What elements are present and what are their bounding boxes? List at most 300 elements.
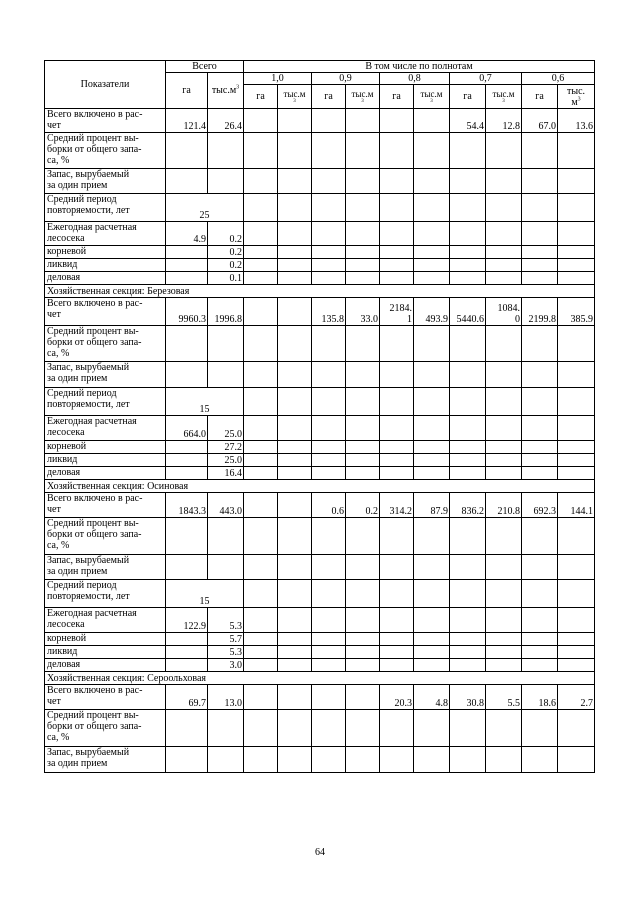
row-label: ликвид (45, 454, 166, 467)
row-label: Всего включено в рас- чет (45, 685, 166, 710)
data-cell (166, 133, 208, 169)
data-cell: 87.9 (414, 493, 450, 518)
data-cell (346, 222, 380, 246)
forest-calculation-table (44, 60, 595, 773)
data-cell: 664.0 (166, 416, 208, 441)
header-volume: тыс.м 3 (278, 85, 312, 109)
table-body (45, 109, 595, 773)
row-label: Средний период повторяемости, лет (45, 580, 166, 608)
data-cell: 20.3 (380, 685, 414, 710)
table-row (45, 454, 595, 467)
row-label: ликвид (45, 259, 166, 272)
data-cell (380, 109, 414, 133)
row-label: Ежегодная расчетная лесосека (45, 222, 166, 246)
data-cell (312, 659, 346, 672)
data-cell (208, 710, 244, 747)
data-cell (450, 133, 486, 169)
data-cell (278, 685, 312, 710)
empty-cell (486, 580, 522, 608)
data-cell (312, 646, 346, 659)
data-cell (244, 493, 278, 518)
data-cell: 27.2 (208, 441, 244, 454)
data-cell (312, 518, 346, 555)
data-cell (278, 518, 312, 555)
data-cell (346, 441, 380, 454)
empty-cell (558, 580, 595, 608)
data-cell: 3.0 (208, 659, 244, 672)
row-label: корневой (45, 441, 166, 454)
table-row (45, 169, 595, 194)
data-cell (312, 467, 346, 480)
data-cell (244, 326, 278, 362)
data-cell: 18.6 (522, 685, 558, 710)
table-row (45, 518, 595, 555)
data-cell: 4.9 (166, 222, 208, 246)
data-cell (244, 133, 278, 169)
data-cell (450, 747, 486, 773)
row-label: Средний процент вы- борки от общего запа- са, % (45, 710, 166, 747)
empty-cell (346, 388, 380, 416)
data-cell: 0.2 (208, 222, 244, 246)
table-row (45, 362, 595, 388)
data-cell: 33.0 (346, 298, 380, 326)
row-label: Средний процент вы- борки от общего запа- са, % (45, 326, 166, 362)
table-row (45, 298, 595, 326)
empty-cell (312, 580, 346, 608)
data-cell (414, 222, 450, 246)
data-cell (278, 272, 312, 285)
data-cell: 1996.8 (208, 298, 244, 326)
data-cell: 1843.3 (166, 493, 208, 518)
data-cell (312, 259, 346, 272)
data-cell (278, 710, 312, 747)
data-cell (522, 326, 558, 362)
data-cell (558, 646, 595, 659)
data-cell (414, 441, 450, 454)
row-label: деловая (45, 467, 166, 480)
data-cell (486, 467, 522, 480)
data-cell (414, 259, 450, 272)
data-cell: 443.0 (208, 493, 244, 518)
data-cell: 4.8 (414, 685, 450, 710)
data-cell (414, 659, 450, 672)
data-cell (522, 747, 558, 773)
data-cell (414, 272, 450, 285)
data-cell (346, 454, 380, 467)
header-density-0-9: 0,9 (312, 73, 380, 85)
data-cell (486, 169, 522, 194)
data-cell (346, 362, 380, 388)
data-cell (558, 169, 595, 194)
data-cell (312, 747, 346, 773)
data-cell (380, 608, 414, 633)
empty-cell (312, 194, 346, 222)
header-total-volume: $тыс.м^3$ (208, 73, 244, 109)
data-cell (522, 633, 558, 646)
data-cell (278, 646, 312, 659)
data-cell (312, 109, 346, 133)
header-ha: га (522, 85, 558, 109)
data-cell (312, 710, 346, 747)
data-cell: 5440.6 (450, 298, 486, 326)
data-cell (278, 555, 312, 580)
data-cell (312, 362, 346, 388)
data-cell (166, 454, 208, 467)
data-cell (278, 169, 312, 194)
data-cell (244, 441, 278, 454)
data-cell (558, 362, 595, 388)
data-cell (414, 518, 450, 555)
data-cell (558, 222, 595, 246)
data-cell (278, 467, 312, 480)
data-cell (522, 555, 558, 580)
empty-cell (414, 194, 450, 222)
data-cell (486, 416, 522, 441)
empty-cell (278, 388, 312, 416)
data-cell: 0.2 (208, 259, 244, 272)
table-row (45, 633, 595, 646)
data-cell (522, 518, 558, 555)
row-label: ликвид (45, 646, 166, 659)
data-cell (558, 326, 595, 362)
data-cell (414, 646, 450, 659)
table-row (45, 133, 595, 169)
data-cell (244, 659, 278, 672)
header-volume: тыс.м 3 (486, 85, 522, 109)
data-cell (244, 454, 278, 467)
header-ha: га (244, 85, 278, 109)
data-cell (414, 133, 450, 169)
merged-value: 15 (166, 580, 244, 608)
data-cell: 30.8 (450, 685, 486, 710)
data-cell (522, 646, 558, 659)
data-cell (346, 633, 380, 646)
data-cell (558, 441, 595, 454)
data-cell (450, 416, 486, 441)
data-cell (558, 272, 595, 285)
data-cell (166, 747, 208, 773)
data-cell: 314.2 (380, 493, 414, 518)
data-cell (346, 416, 380, 441)
table-row (45, 555, 595, 580)
data-cell (450, 222, 486, 246)
data-cell (278, 608, 312, 633)
data-cell (522, 659, 558, 672)
data-cell (244, 555, 278, 580)
data-cell (450, 646, 486, 659)
empty-cell (450, 580, 486, 608)
section-title: Хозяйственная секция: Осиновая (45, 480, 595, 493)
data-cell (486, 246, 522, 259)
data-cell (208, 555, 244, 580)
empty-cell (450, 194, 486, 222)
header-density-group: В том числе по полнотам (244, 61, 595, 73)
empty-cell (522, 194, 558, 222)
data-cell (558, 454, 595, 467)
data-cell (450, 555, 486, 580)
data-cell (312, 169, 346, 194)
data-cell (208, 747, 244, 773)
data-cell (380, 416, 414, 441)
data-cell (486, 222, 522, 246)
data-cell (312, 633, 346, 646)
data-cell (414, 246, 450, 259)
data-cell (244, 633, 278, 646)
data-cell (486, 326, 522, 362)
data-cell (486, 441, 522, 454)
data-cell (312, 222, 346, 246)
data-cell (346, 259, 380, 272)
header-density-0-7: 0,7 (450, 73, 522, 85)
row-label: Запас, вырубаемый за один прием (45, 169, 166, 194)
data-cell (414, 454, 450, 467)
table-row (45, 259, 595, 272)
data-cell (244, 222, 278, 246)
data-cell (522, 259, 558, 272)
data-cell (346, 747, 380, 773)
header-volume: тыс. $м^3$ (558, 85, 595, 109)
data-cell (380, 259, 414, 272)
data-cell (244, 272, 278, 285)
data-cell (278, 222, 312, 246)
row-label: Запас, вырубаемый за один прием (45, 555, 166, 580)
data-cell (380, 272, 414, 285)
data-cell (346, 133, 380, 169)
data-cell (522, 467, 558, 480)
data-cell (414, 633, 450, 646)
table-row (45, 747, 595, 773)
table-row (45, 416, 595, 441)
row-label: Запас, вырубаемый за один прием (45, 362, 166, 388)
data-cell (414, 416, 450, 441)
data-cell (414, 467, 450, 480)
empty-cell (414, 580, 450, 608)
data-cell (486, 272, 522, 285)
data-cell (414, 710, 450, 747)
table-row (45, 246, 595, 259)
data-cell (346, 467, 380, 480)
data-cell: 5.3 (208, 608, 244, 633)
table-row (45, 608, 595, 633)
data-cell: 9960.3 (166, 298, 208, 326)
data-cell (486, 646, 522, 659)
data-cell: 122.9 (166, 608, 208, 633)
data-cell (166, 633, 208, 646)
data-cell (558, 133, 595, 169)
table-row (45, 659, 595, 672)
header-ha: га (380, 85, 414, 109)
data-cell: 121.4 (166, 109, 208, 133)
header-ha: га (450, 85, 486, 109)
data-cell (244, 246, 278, 259)
data-cell (558, 416, 595, 441)
data-cell (380, 326, 414, 362)
empty-cell (522, 388, 558, 416)
data-cell (166, 272, 208, 285)
data-cell (166, 555, 208, 580)
header-ha: га (312, 85, 346, 109)
data-cell (278, 259, 312, 272)
data-cell: 5.7 (208, 633, 244, 646)
data-cell (486, 608, 522, 633)
empty-cell (414, 388, 450, 416)
data-cell (558, 633, 595, 646)
data-cell (208, 169, 244, 194)
data-cell: 26.4 (208, 109, 244, 133)
data-cell (346, 518, 380, 555)
page-number: 64 (315, 847, 325, 858)
data-cell (346, 646, 380, 659)
data-cell (380, 133, 414, 169)
section-title: Хозяйственная секция: Сероольховая (45, 672, 595, 685)
data-cell (486, 518, 522, 555)
data-cell (558, 467, 595, 480)
merged-value: 25 (166, 194, 244, 222)
data-cell (380, 747, 414, 773)
row-label: Всего включено в рас- чет (45, 298, 166, 326)
data-cell (380, 555, 414, 580)
data-cell (278, 659, 312, 672)
data-cell: 2.7 (558, 685, 595, 710)
data-cell (380, 246, 414, 259)
table-row (45, 441, 595, 454)
data-cell (166, 518, 208, 555)
data-cell (522, 272, 558, 285)
data-cell (244, 169, 278, 194)
data-cell (414, 109, 450, 133)
data-cell: 13.0 (208, 685, 244, 710)
data-cell (522, 608, 558, 633)
data-cell: 13.6 (558, 109, 595, 133)
table-row (45, 194, 595, 222)
data-cell: 5.3 (208, 646, 244, 659)
data-cell: 385.9 (558, 298, 595, 326)
data-cell (166, 259, 208, 272)
data-cell (346, 555, 380, 580)
data-cell (312, 685, 346, 710)
data-cell (380, 659, 414, 672)
data-cell (312, 608, 346, 633)
header-volume: тыс.м 3 (414, 85, 450, 109)
empty-cell (380, 194, 414, 222)
header-density-0-6: 0,6 (522, 73, 595, 85)
data-cell (380, 222, 414, 246)
data-cell: 16.4 (208, 467, 244, 480)
data-cell (346, 326, 380, 362)
data-cell (450, 710, 486, 747)
empty-cell (558, 388, 595, 416)
empty-cell (346, 194, 380, 222)
data-cell (208, 326, 244, 362)
data-cell (486, 362, 522, 388)
section-row (45, 285, 595, 298)
data-cell (486, 454, 522, 467)
data-cell: 135.8 (312, 298, 346, 326)
data-cell (166, 326, 208, 362)
data-cell: 2184. 1 (380, 298, 414, 326)
data-cell (312, 246, 346, 259)
data-cell: 69.7 (166, 685, 208, 710)
empty-cell (522, 580, 558, 608)
data-cell: 1084. 0 (486, 298, 522, 326)
empty-cell (312, 388, 346, 416)
empty-cell (486, 388, 522, 416)
data-cell: 67.0 (522, 109, 558, 133)
data-cell: 0.2 (208, 246, 244, 259)
data-cell (244, 710, 278, 747)
header-total-ha: га (166, 73, 208, 109)
data-cell (450, 259, 486, 272)
row-label: деловая (45, 659, 166, 672)
data-cell (380, 454, 414, 467)
table-row (45, 326, 595, 362)
data-cell (346, 710, 380, 747)
data-cell (450, 608, 486, 633)
data-cell (278, 747, 312, 773)
data-cell (312, 272, 346, 285)
table-row (45, 710, 595, 747)
header-density-0-8: 0,8 (380, 73, 450, 85)
data-cell (244, 608, 278, 633)
row-label: Средний период повторяемости, лет (45, 388, 166, 416)
data-cell (278, 416, 312, 441)
data-cell (558, 246, 595, 259)
data-cell (486, 555, 522, 580)
empty-cell (346, 580, 380, 608)
row-label: Средний процент вы- борки от общего запа- са, % (45, 133, 166, 169)
data-cell (558, 259, 595, 272)
row-label: Всего включено в рас- чет (45, 109, 166, 133)
data-cell (244, 747, 278, 773)
data-cell: 25.0 (208, 454, 244, 467)
data-cell (346, 109, 380, 133)
data-cell: 493.9 (414, 298, 450, 326)
data-cell (346, 659, 380, 672)
data-cell (166, 441, 208, 454)
section-row (45, 480, 595, 493)
table-row (45, 272, 595, 285)
empty-cell (244, 388, 278, 416)
data-cell (558, 555, 595, 580)
data-cell (166, 467, 208, 480)
data-cell (346, 246, 380, 259)
table-row (45, 580, 595, 608)
data-cell (380, 362, 414, 388)
data-cell (278, 454, 312, 467)
data-cell (312, 133, 346, 169)
data-cell: 692.3 (522, 493, 558, 518)
data-cell (380, 710, 414, 747)
row-label: Всего включено в рас- чет (45, 493, 166, 518)
data-cell (558, 710, 595, 747)
data-cell (278, 298, 312, 326)
header-indicators: Показатели (45, 61, 166, 109)
data-cell: 144.1 (558, 493, 595, 518)
data-cell (278, 326, 312, 362)
data-cell (450, 272, 486, 285)
data-cell (522, 454, 558, 467)
data-cell (450, 633, 486, 646)
data-cell (414, 362, 450, 388)
data-cell (450, 169, 486, 194)
data-cell (244, 298, 278, 326)
data-cell (558, 518, 595, 555)
table-row (45, 646, 595, 659)
data-cell: 2199.8 (522, 298, 558, 326)
header-density-1-0: 1,0 (244, 73, 312, 85)
data-cell (166, 362, 208, 388)
data-cell (522, 362, 558, 388)
